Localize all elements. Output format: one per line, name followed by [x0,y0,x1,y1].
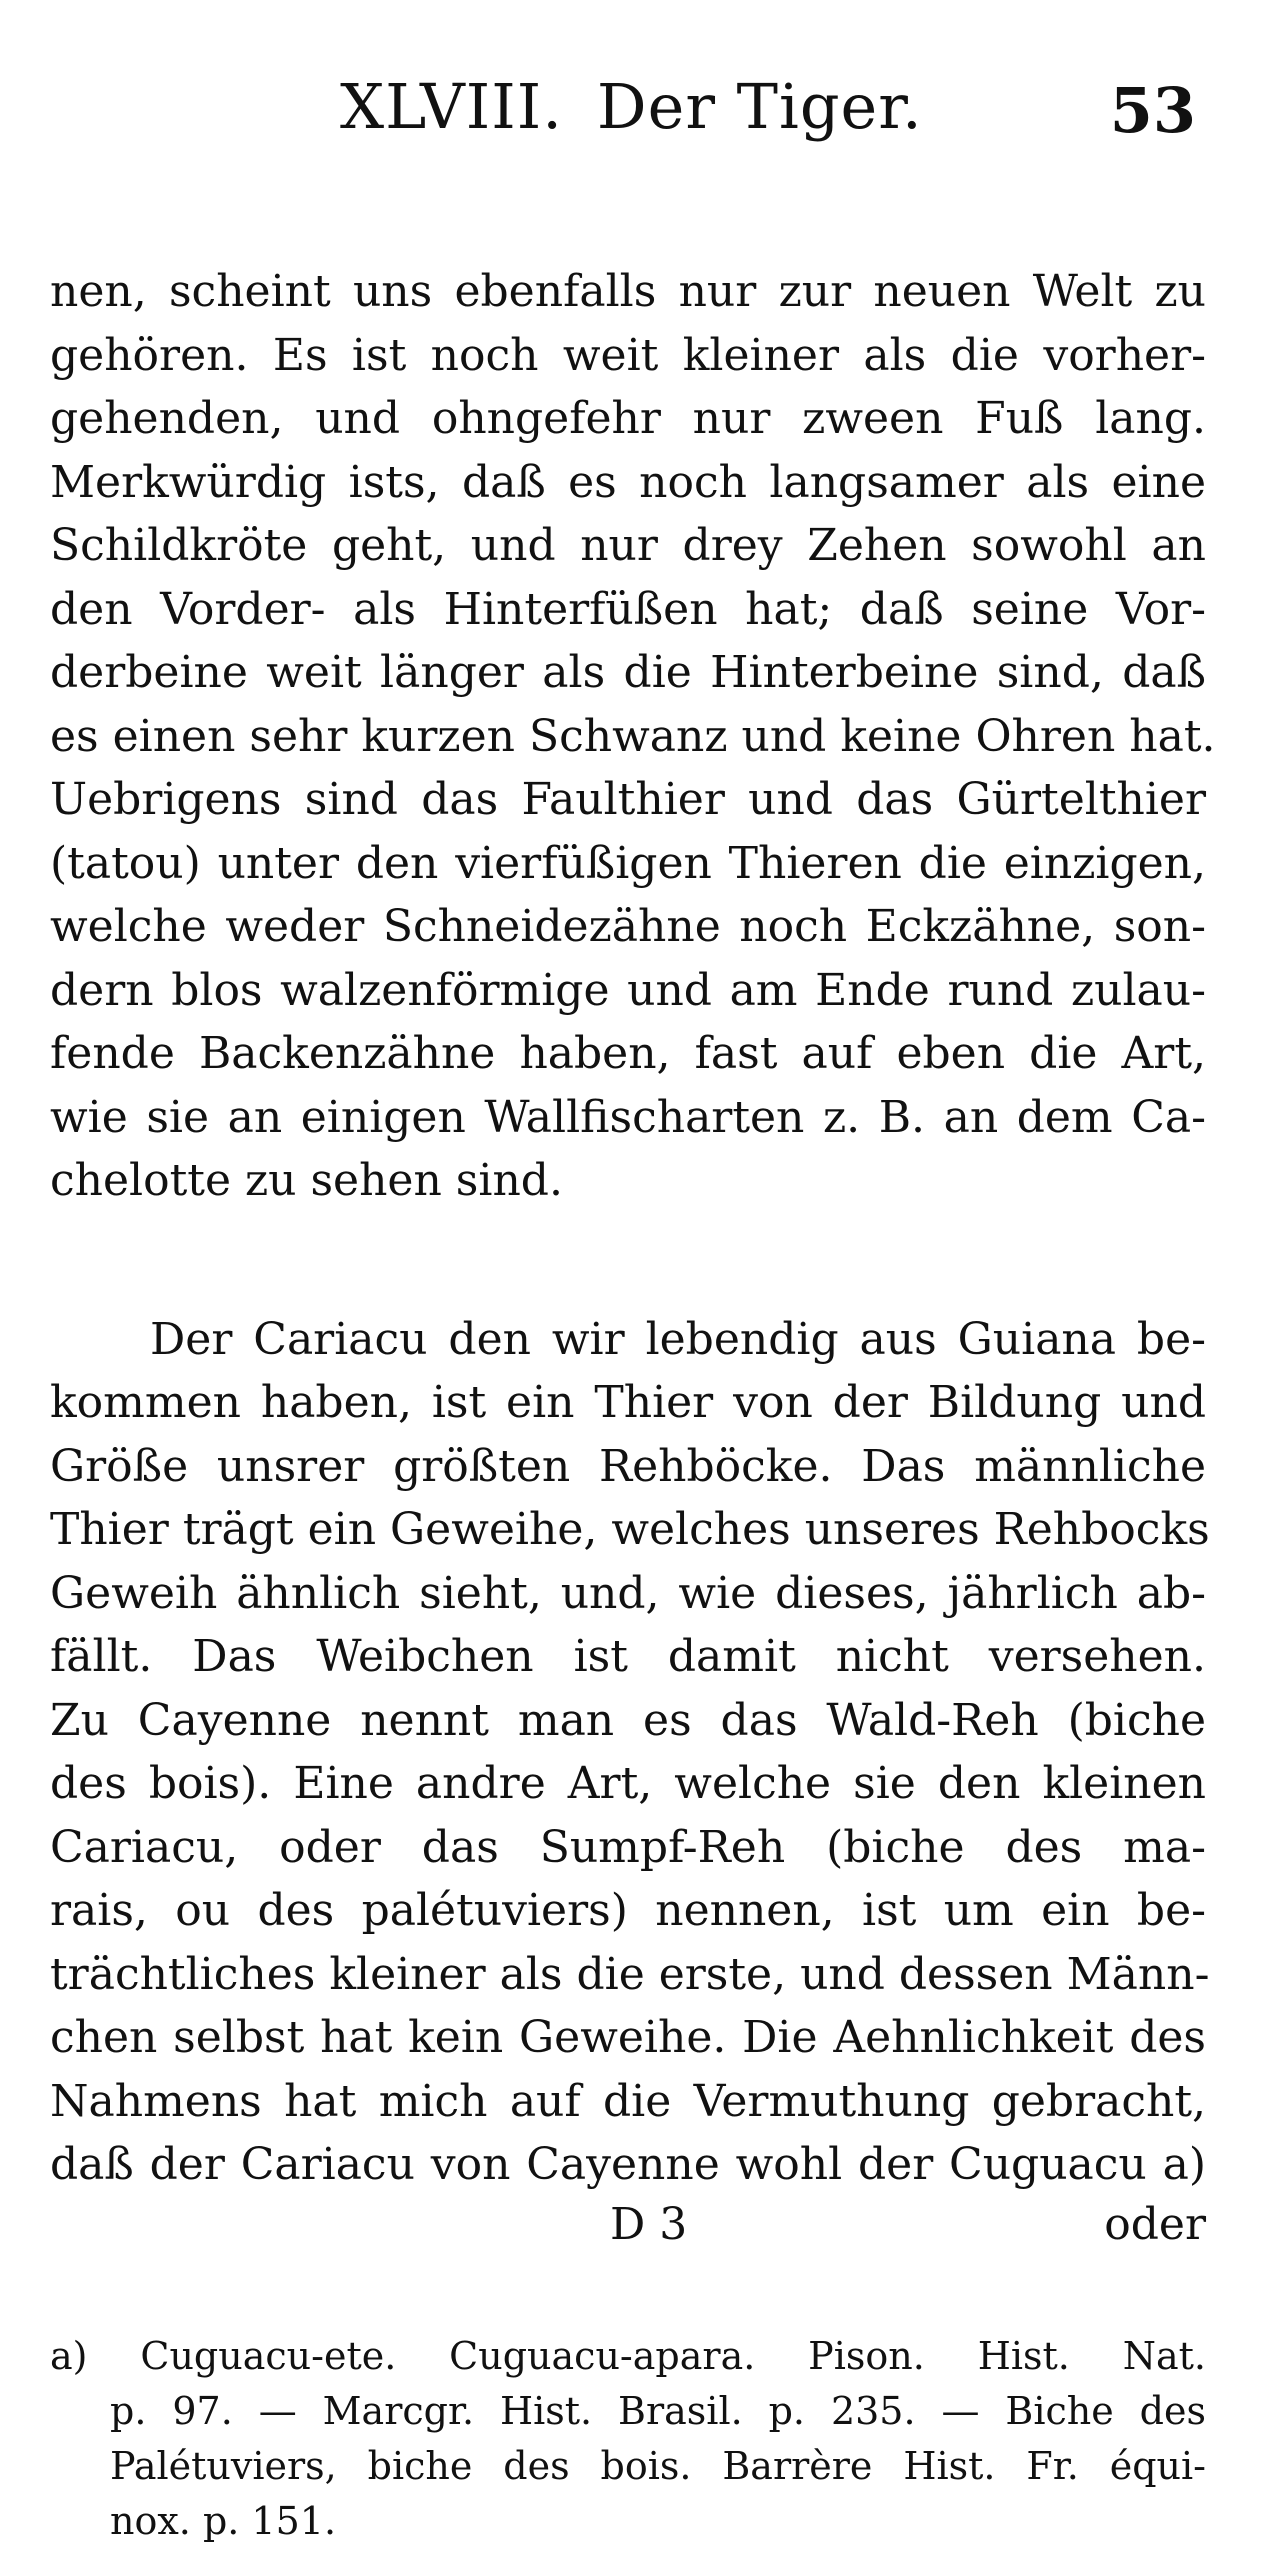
paragraph-2 [50,1308,1210,2197]
text-line: daß der Cariacu von Cayenne wohl der Cuguacu a) [50,2139,1206,2190]
text-line: (tatou) unter den vierfüßigen Thieren die einzigen, [50,837,1206,889]
text-line: chen selbst hat kein Geweihe. Die Aehnlichkeit des [50,2012,1206,2063]
text-line: rais, ou des palétuviers) nennen, ist um ein be- [50,1885,1206,1936]
text-line: kommen haben, ist ein Thier von der Bildung und [50,1377,1206,1428]
chapter-heading [340,70,957,143]
text-line: Zu Cayenne nennt man es das Wald-Reh (biche [50,1694,1206,1746]
body-text [50,260,1216,2197]
footnote-text: Cuguacu-ete. Cuguacu-apara. Pison. Hist. Nat. [140,2333,1206,2378]
text-line: Geweih ähnlich sieht, und, wie dieses, jährlich ab- [50,1567,1206,1619]
footnote-line: Palétuviers, biche des bois. Barrère Hist. Fr. équi- [110,2443,1206,2488]
chapter-title: Der Tiger. [596,70,923,143]
text-line: gehenden, und ohngefehr nur zween Fuß lang. [50,393,1206,444]
text-line: des bois). Eine andre Art, welche sie den kleinen [50,1758,1206,1809]
running-header [50,70,1206,170]
text-line: Uebrigens sind das Faulthier und das Gürtelthier [50,774,1206,825]
signature-mark: D 3 [610,2198,688,2250]
text-line: chelotte zu sehen sind. [50,1155,563,1206]
text-line: fende Backenzähne haben, fast auf eben die Art, [50,1028,1206,1079]
catchword: oder [1104,2198,1206,2250]
paragraph-spacer [50,1213,1206,1308]
footnote-line: p. 97. — Marcgr. Hist. Brasil. p. 235. — Biche des [110,2388,1206,2433]
text-line: trächtliches kleiner als die erste, und dessen Männ- [50,1948,1210,2000]
text-line: derbeine weit länger als die Hinterbeine sind, daß [50,647,1206,698]
text-line: es einen sehr kurzen Schwanz und keine Ohren hat. [50,710,1216,762]
text-line: den Vorder- als Hinterfüßen hat; daß seine Vor- [50,583,1206,635]
text-line: Cariacu, oder das Sumpf-Reh (biche des ma- [50,1821,1206,1873]
text-line: Schildkröte geht, und nur drey Zehen sowohl an [50,520,1206,571]
chapter-number: XLVIII. [340,70,563,143]
text-line: Größe unsrer größten Rehböcke. Das männliche [50,1440,1206,1492]
paragraph-1 [50,260,1216,1213]
text-line: fällt. Das Weibchen ist damit nicht versehen. [50,1631,1206,1682]
footnote-line [50,2329,1206,2384]
text-line: dern blos walzenförmige und am Ende rund zulau- [50,964,1206,1016]
signature-line [50,2199,1206,2269]
page-number: 53 [1109,74,1196,147]
footnote-line: nox. p. 151. [110,2498,337,2543]
text-line: welche weder Schneidezähne noch Eckzähne, son- [50,901,1206,952]
text-line: Thier trägt ein Geweihe, welches unseres Rehbocks [50,1504,1210,1555]
text-line: nen, scheint uns ebenfalls nur zur neuen Welt zu [50,266,1206,317]
text-line: gehören. Es ist noch weit kleiner als die vorher- [50,329,1206,381]
text-line: Nahmens hat mich auf die Vermuthung gebracht, [50,2075,1206,2127]
text-line: Der Cariacu den wir lebendig aus Guiana be- [150,1313,1206,1365]
footnote-marker: a) [50,2333,88,2378]
text-line: wie sie an einigen Wallfischarten z. B. an dem Ca- [50,1091,1206,1143]
footnote [50,2329,1206,2549]
text-line: Merkwürdig ists, daß es noch langsamer als eine [50,456,1206,508]
